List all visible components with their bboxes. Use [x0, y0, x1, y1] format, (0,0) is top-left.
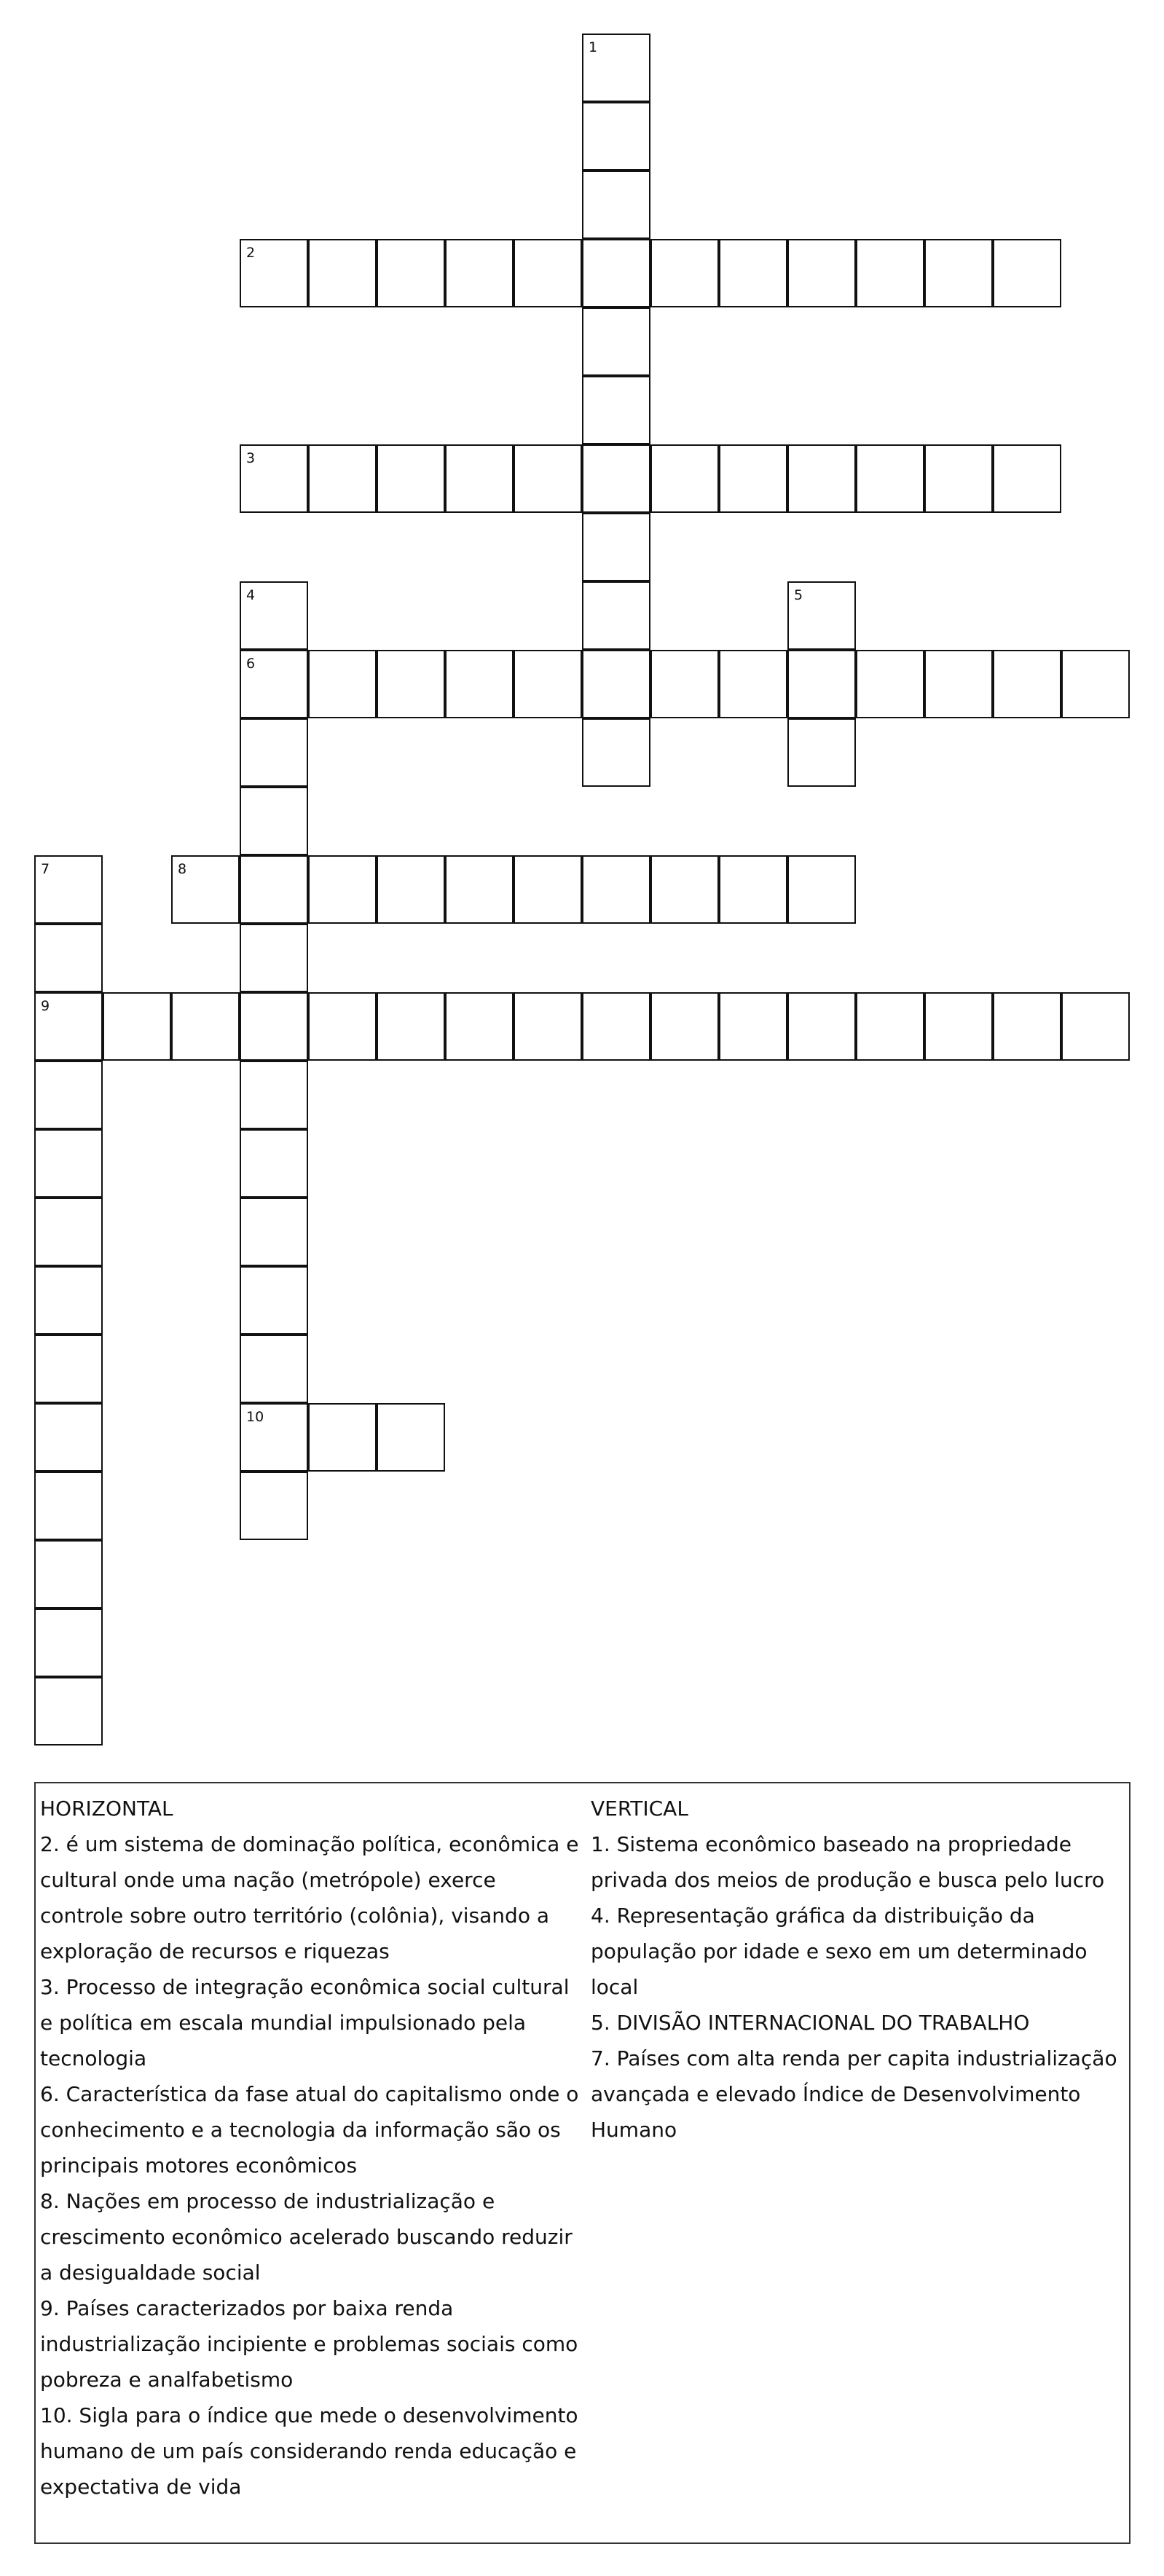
- grid-cell[interactable]: [787, 581, 856, 650]
- grid-cell[interactable]: [377, 992, 445, 1061]
- grid-cell[interactable]: [650, 239, 719, 307]
- grid-cell[interactable]: [34, 992, 103, 1061]
- grid-cell[interactable]: [240, 992, 308, 1061]
- grid-cell[interactable]: [445, 855, 514, 924]
- grid-cell[interactable]: [924, 992, 993, 1061]
- grid-cell[interactable]: [582, 992, 650, 1061]
- grid-cell[interactable]: [308, 239, 377, 307]
- grid-cell[interactable]: [34, 1061, 103, 1129]
- grid-cell[interactable]: [582, 102, 650, 170]
- grid-cell[interactable]: [308, 444, 377, 513]
- grid-cell[interactable]: [171, 855, 240, 924]
- grid-cell[interactable]: [240, 1129, 308, 1198]
- clue-number: 1: [589, 39, 598, 55]
- grid-cell[interactable]: [377, 1403, 445, 1472]
- grid-cell[interactable]: [308, 1403, 377, 1472]
- grid-cell[interactable]: [582, 376, 650, 444]
- grid-cell[interactable]: [240, 444, 308, 513]
- grid-cell[interactable]: [514, 992, 582, 1061]
- grid-cell[interactable]: [993, 444, 1061, 513]
- grid-cell[interactable]: [993, 992, 1061, 1061]
- grid-cell[interactable]: [240, 1403, 308, 1472]
- clue-number: 5: [794, 587, 803, 603]
- grid-cell[interactable]: [34, 1472, 103, 1540]
- grid-cell[interactable]: [787, 650, 856, 718]
- clue-horizontal-8: 8. Nações em processo de industrialização e crescimento econômico acelerado buscando reduzir a desigualdade social: [40, 2189, 573, 2285]
- clue-horizontal-3: 3. Processo de integração econômica social cultural e política em escala mundial impulsionado pela tecnologia: [40, 1975, 570, 2070]
- clue-number: 8: [178, 861, 187, 877]
- grid-cell[interactable]: [240, 1198, 308, 1266]
- clue-number: 2: [246, 245, 256, 261]
- grid-cell[interactable]: [582, 239, 650, 307]
- grid-cell[interactable]: [582, 855, 650, 924]
- grid-cell[interactable]: [787, 239, 856, 307]
- grid-cell[interactable]: [856, 650, 924, 718]
- grid-cell[interactable]: [445, 992, 514, 1061]
- clue-number: 9: [41, 998, 50, 1014]
- grid-cell[interactable]: [787, 855, 856, 924]
- clue-horizontal-6: 6. Característica da fase atual do capitalismo onde o conhecimento e a tecnologia da informação são os principais motores econômicos: [40, 2082, 579, 2178]
- grid-cell[interactable]: [924, 650, 993, 718]
- grid-cell[interactable]: [582, 513, 650, 581]
- grid-cell[interactable]: [240, 1061, 308, 1129]
- clue-vertical-7: 7. Países com alta renda per capita industrialização avançada e elevado Índice de Desenvolvimento Humano: [591, 2046, 1117, 2142]
- grid-cell[interactable]: [445, 239, 514, 307]
- grid-cell[interactable]: [582, 581, 650, 650]
- grid-cell[interactable]: [377, 444, 445, 513]
- grid-cell[interactable]: [1061, 992, 1130, 1061]
- grid-cell[interactable]: [445, 650, 514, 718]
- grid-cell[interactable]: [719, 992, 787, 1061]
- horizontal-clues: [40, 1791, 583, 2505]
- grid-cell[interactable]: [240, 650, 308, 718]
- clue-vertical-1: 1. Sistema econômico baseado na propriedade privada dos meios de produção e busca pelo lucro: [591, 1832, 1105, 1892]
- vertical-clues: [591, 1791, 1126, 2148]
- grid-cell[interactable]: [240, 718, 308, 787]
- grid-cell[interactable]: [719, 444, 787, 513]
- grid-cell[interactable]: [787, 444, 856, 513]
- grid-cell[interactable]: [240, 855, 308, 924]
- grid-cell[interactable]: [993, 650, 1061, 718]
- clue-horizontal-10: 10. Sigla para o índice que mede o desenvolvimento humano de um país considerando renda educação e expectativa de vida: [40, 2403, 578, 2499]
- grid-cell[interactable]: [377, 650, 445, 718]
- clue-vertical-5: 5. DIVISÃO INTERNACIONAL DO TRABALHO: [591, 2011, 1030, 2035]
- grid-cell[interactable]: [240, 239, 308, 307]
- grid-cell[interactable]: [719, 239, 787, 307]
- grid-cell[interactable]: [34, 1403, 103, 1472]
- grid-cell[interactable]: [240, 1335, 308, 1403]
- clue-number: 3: [246, 450, 256, 466]
- grid-cell[interactable]: [308, 855, 377, 924]
- grid-cell[interactable]: [377, 855, 445, 924]
- grid-cell[interactable]: [34, 1129, 103, 1198]
- grid-cell[interactable]: [719, 855, 787, 924]
- grid-cell[interactable]: [34, 1335, 103, 1403]
- grid-cell[interactable]: [34, 1677, 103, 1746]
- grid-cell[interactable]: [514, 855, 582, 924]
- grid-cell[interactable]: [856, 444, 924, 513]
- clue-vertical-4: 4. Representação gráfica da distribuição da população por idade e sexo em um determinado local: [591, 1904, 1088, 1999]
- grid-cell[interactable]: [240, 924, 308, 992]
- grid-cell[interactable]: [582, 34, 650, 102]
- grid-cell[interactable]: [377, 239, 445, 307]
- grid-cell[interactable]: [582, 718, 650, 787]
- grid-cell[interactable]: [171, 992, 240, 1061]
- grid-cell[interactable]: [34, 1609, 103, 1677]
- grid-cell[interactable]: [650, 444, 719, 513]
- grid-cell[interactable]: [514, 444, 582, 513]
- grid-cell[interactable]: [787, 992, 856, 1061]
- clue-number: 4: [246, 587, 256, 603]
- grid-cell[interactable]: [34, 924, 103, 992]
- clue-horizontal-2: 2. é um sistema de dominação política, econômica e cultural onde uma nação (metrópole) exerce controle sobre outro território (colônia), visando a exploração de recursos e riquezas: [40, 1832, 579, 1963]
- clue-horizontal-9: 9. Países caracterizados por baixa renda industrialização incipiente e problemas sociais como pobreza e analfabetismo: [40, 2296, 578, 2392]
- grid-cell[interactable]: [445, 444, 514, 513]
- vertical-heading: VERTICAL: [591, 1796, 688, 1821]
- grid-cell[interactable]: [514, 650, 582, 718]
- grid-cell[interactable]: [650, 992, 719, 1061]
- grid-cell[interactable]: [582, 650, 650, 718]
- grid-cell[interactable]: [308, 650, 377, 718]
- grid-cell[interactable]: [650, 855, 719, 924]
- grid-cell[interactable]: [582, 170, 650, 239]
- grid-cell[interactable]: [856, 992, 924, 1061]
- grid-cell[interactable]: [924, 444, 993, 513]
- grid-cell[interactable]: [787, 718, 856, 787]
- grid-cell[interactable]: [582, 307, 650, 376]
- grid-cell[interactable]: [34, 855, 103, 924]
- grid-cell[interactable]: [240, 787, 308, 855]
- grid-cell[interactable]: [34, 1540, 103, 1609]
- grid-cell[interactable]: [856, 239, 924, 307]
- grid-cell[interactable]: [240, 581, 308, 650]
- clue-number: 10: [246, 1409, 264, 1425]
- grid-cell[interactable]: [308, 992, 377, 1061]
- grid-cell[interactable]: [924, 239, 993, 307]
- clue-number: 6: [246, 656, 256, 672]
- grid-cell[interactable]: [34, 1266, 103, 1335]
- grid-cell[interactable]: [514, 239, 582, 307]
- horizontal-heading: HORIZONTAL: [40, 1796, 173, 1821]
- clue-number: 7: [41, 861, 50, 877]
- grid-cell[interactable]: [240, 1266, 308, 1335]
- grid-cell[interactable]: [103, 992, 171, 1061]
- grid-cell[interactable]: [993, 239, 1061, 307]
- clues-box: [34, 1782, 1130, 2544]
- grid-cell[interactable]: [34, 1198, 103, 1266]
- grid-cell[interactable]: [240, 1472, 308, 1540]
- grid-cell[interactable]: [719, 650, 787, 718]
- grid-cell[interactable]: [582, 444, 650, 513]
- grid-cell[interactable]: [650, 650, 719, 718]
- grid-cell[interactable]: [1061, 650, 1130, 718]
